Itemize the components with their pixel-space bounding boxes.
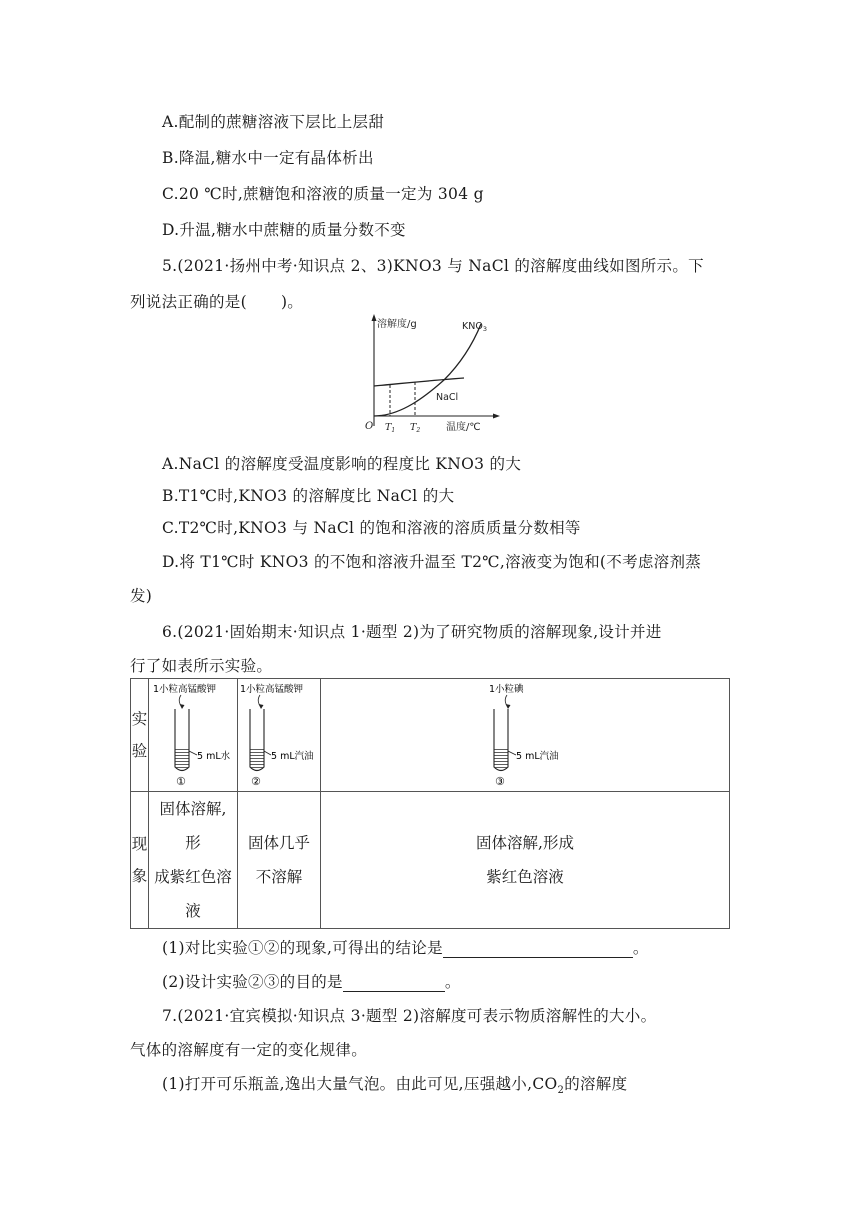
q5-stem-end: )。 — [280, 293, 304, 311]
test-tube-3-diagram — [321, 679, 729, 791]
q4-option-d: D.升温,糖水中蔗糖的质量分数不变 — [162, 221, 406, 239]
tube-2-number: ② — [251, 775, 261, 788]
tube-2-side-label: 5 mL汽油 — [271, 751, 314, 762]
q7-stem-line2: 气体的溶解度有一定的变化规律。 — [130, 1041, 368, 1059]
q6-stem-line2: 行了如表所示实验。 — [130, 657, 273, 675]
tube-cell-3 — [321, 679, 730, 792]
q6-sub1-answer-blank[interactable] — [443, 939, 633, 958]
q5-option-a: A.NaCl 的溶解度受温度影响的程度比 KNO3 的大 — [162, 455, 522, 473]
row-header-phenomenon: 现 象 — [131, 792, 149, 929]
q7-stem-line1: 7.(2021·宜宾模拟·知识点 3·题型 2)溶解度可表示物质溶解性的大小。 — [162, 1007, 657, 1025]
q6-stem-line1: 6.(2021·固始期末·知识点 1·题型 2)为了研究物质的溶解现象,设计并进 — [162, 623, 662, 641]
tube-2-top-label: 1小粒高锰酸钾 — [240, 684, 304, 695]
x-axis-arrow — [493, 414, 500, 419]
q5-option-d-line2: 发) — [130, 587, 153, 605]
q4-option-b: B.降温,糖水中一定有晶体析出 — [162, 149, 374, 167]
q6-sub1: (1)对比实验①②的现象,可得出的结论是 。 — [162, 939, 649, 957]
tube-cell-1 — [149, 679, 238, 792]
table-row-experiment — [131, 679, 730, 792]
phenomenon-cell-1: 固体溶解, 形 成紫红色溶 液 — [149, 792, 238, 929]
x-axis-label: 温度/℃ — [446, 422, 481, 433]
y-axis-label: 溶解度/g — [377, 319, 417, 330]
tube-3-number: ③ — [495, 775, 505, 788]
q5-option-d-line1: D.将 T1℃时 KNO3 的不饱和溶液升温至 T2℃,溶液变为饱和(不考虑溶剂蒸 — [162, 553, 702, 571]
test-tube-2-diagram — [238, 679, 320, 791]
row-header-experiment: 实 验 — [131, 679, 149, 792]
q4-option-a: A.配制的蔗糖溶液下层比上层甜 — [162, 113, 385, 131]
q7-sub1: (1)打开可乐瓶盖,逸出大量气泡。由此可见,压强越小$,CO_2$的溶解度 — [162, 1075, 628, 1097]
solubility-chart — [356, 312, 516, 438]
q5-stem-line1: 5.(2021·扬州中考·知识点 2、3)KNO3 与 NaCl 的溶解度曲线如图所示。下 — [162, 257, 704, 275]
q5-stem-line2 — [130, 290, 303, 312]
phenomenon-cell-2: 固体几乎 不溶解 — [238, 792, 321, 929]
series-kno3-label: $KNO_3$ — [462, 321, 487, 333]
tick-label-t2: $T_2$ — [410, 422, 421, 434]
experiment-table — [130, 678, 730, 929]
tube-cell-2 — [238, 679, 321, 792]
tube-1-side-label: 5 mL水 — [197, 751, 231, 762]
y-axis-arrow — [372, 314, 377, 321]
tube-1-number: ① — [176, 775, 186, 788]
series-nacl-label: NaCl — [436, 392, 459, 403]
tube-1-top-label: 1小粒高锰酸钾 — [153, 684, 217, 695]
q6-sub2-answer-blank[interactable] — [343, 973, 445, 992]
test-tube-1-diagram — [149, 679, 237, 791]
table-row-phenomenon — [131, 792, 730, 929]
q4-option-c: C.20 ℃时,蔗糖饱和溶液的质量一定为 304 g — [162, 185, 484, 203]
q5-stem-text: 列说法正确的是( — [130, 293, 247, 311]
q5-option-b: B.T1℃时,KNO3 的溶解度比 NaCl 的大 — [162, 487, 455, 505]
origin-label: O — [365, 421, 374, 432]
phenomenon-cell-3: 固体溶解,形成 紫红色溶液 — [321, 792, 730, 929]
q5-option-c: C.T2℃时,KNO3 与 NaCl 的饱和溶液的溶质质量分数相等 — [162, 519, 581, 537]
series-nacl-line — [374, 378, 464, 386]
tick-label-t1: $T_1$ — [385, 422, 396, 434]
tube-3-top-label: 1小粒碘 — [489, 684, 524, 695]
tube-3-side-label: 5 mL汽油 — [516, 751, 559, 762]
q6-sub2: (2)设计实验②③的目的是 。 — [162, 973, 461, 991]
